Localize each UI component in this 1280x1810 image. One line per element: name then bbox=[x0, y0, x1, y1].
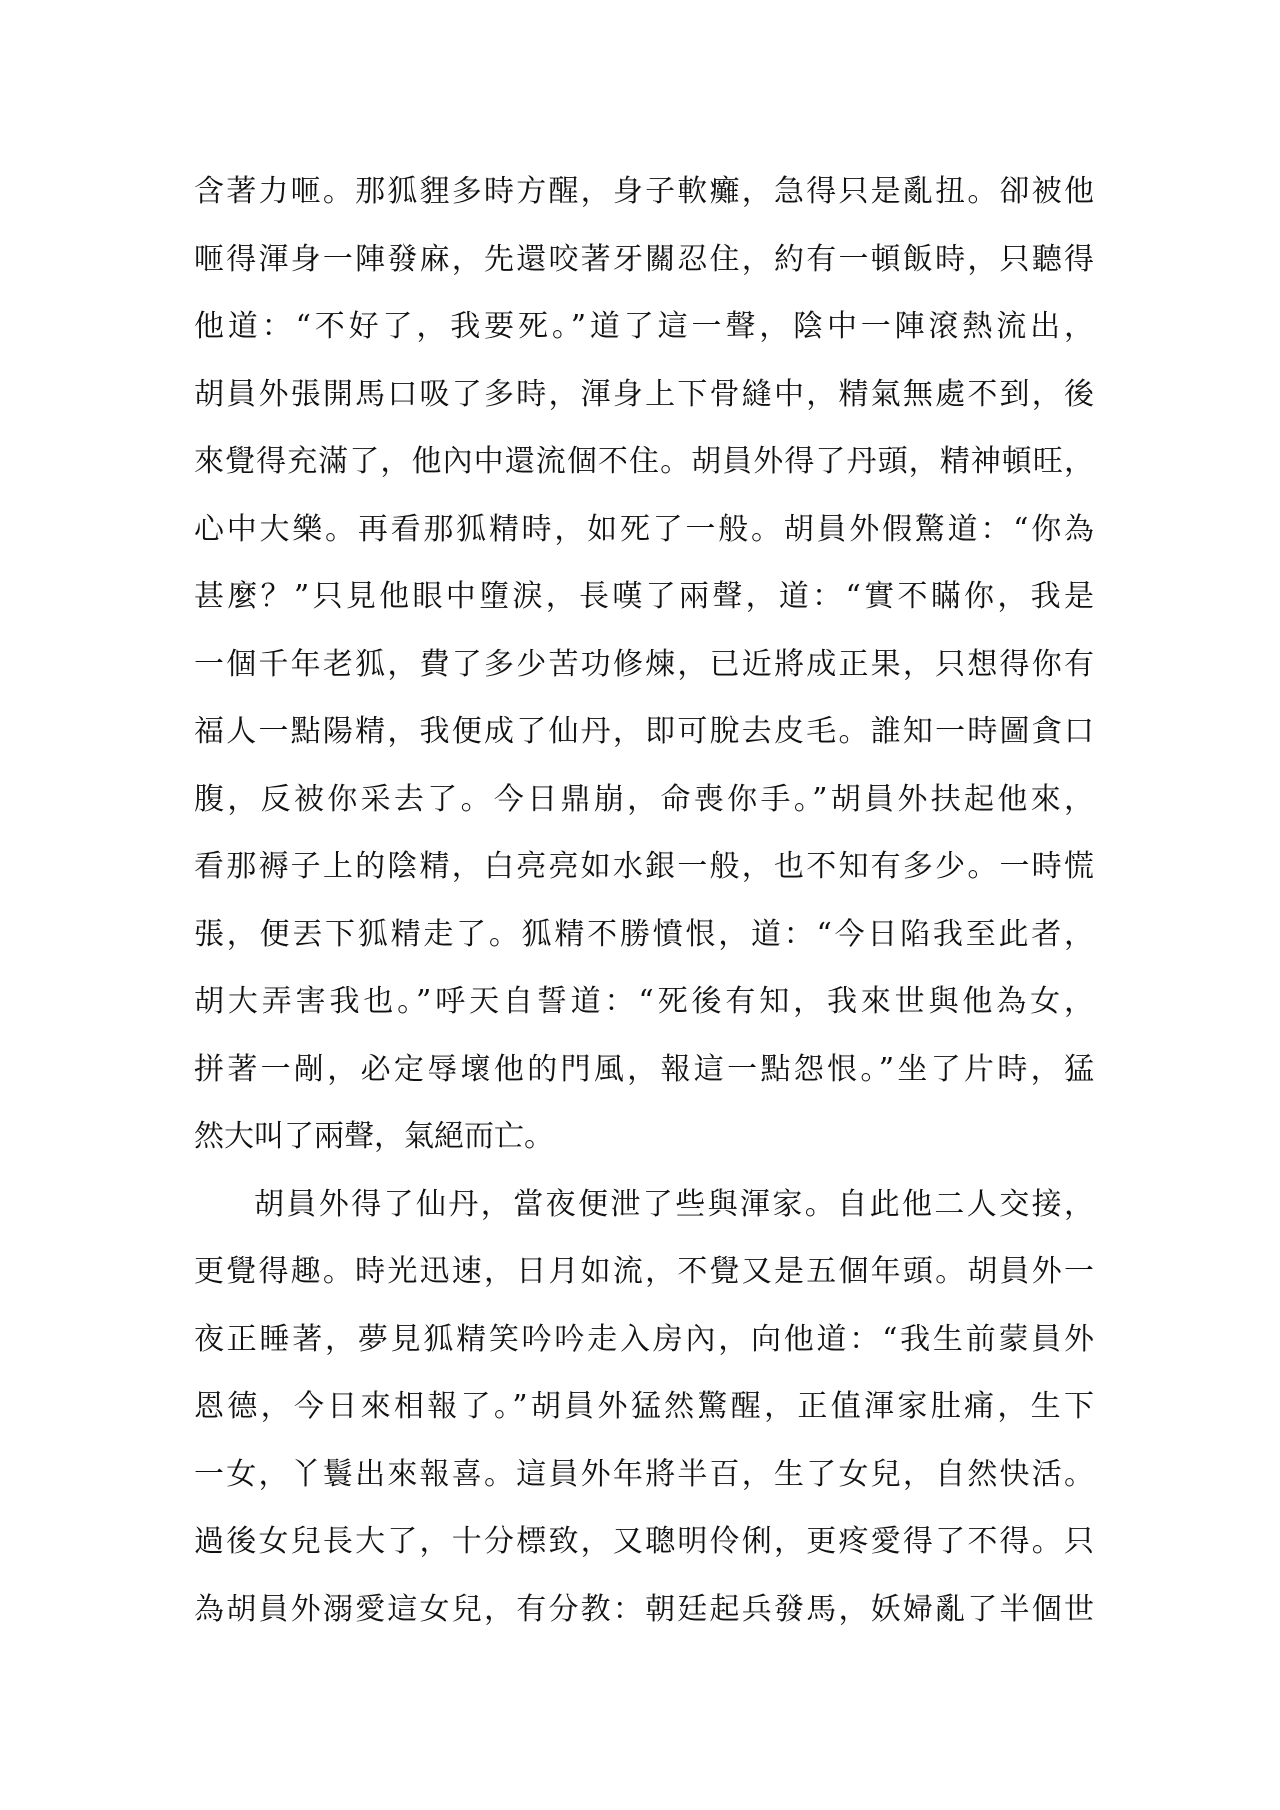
paragraph-end-line: 然大叫了兩聲，氣絕而亡。 bbox=[194, 1119, 554, 1154]
text-line: 胡員外張開馬口吸了多時，渾身上下骨縫中，精氣無處不到，後 bbox=[194, 376, 1094, 412]
text-line: 腹，反被你采去了。今日鼎崩，命喪你手。”胡員外扶起他來， bbox=[194, 781, 1094, 817]
text-line: 張，便丟下狐精走了。狐精不勝憤恨，道：“今日陷我至此者， bbox=[194, 916, 1094, 952]
text-line: 一個千年老狐，費了多少苦功修煉，已近將成正果，只想得你有 bbox=[194, 646, 1094, 682]
text-line: 胡大弄害我也。”呼天自誓道：“死後有知，我來世與他為女， bbox=[194, 984, 1094, 1019]
text-line: 含著力咂。那狐貍多時方醒，身子軟癱，急得只是亂扭。卻被他 bbox=[194, 174, 1094, 209]
text-line: 恩德，今日來相報了。”胡員外猛然驚醒，正值渾家肚痛，生下 bbox=[194, 1389, 1094, 1424]
text-line: 福人一點陽精，我便成了仙丹，即可脫去皮毛。誰知一時圖貪口 bbox=[194, 714, 1094, 749]
text-line: 夜正睡著，夢見狐精笑吟吟走入房內，向他道：“我生前蒙員外 bbox=[194, 1321, 1094, 1357]
paragraph-start-line: 胡員外得了仙丹，當夜便泄了些與渾家。自此他二人交接， bbox=[254, 1186, 1094, 1222]
text-line: 來覺得充滿了，他內中還流個不住。胡員外得了丹頭，精神頓旺， bbox=[194, 444, 1094, 479]
text-line: 更覺得趣。時光迅速，日月如流，不覺又是五個年頭。胡員外一 bbox=[194, 1254, 1094, 1289]
text-line: 拼著一剮，必定辱壞他的門風，報這一點怨恨。”坐了片時，猛 bbox=[194, 1051, 1094, 1087]
text-line: 甚麼？”只見他眼中墮淚，長嘆了兩聲，道：“實不瞞你，我是 bbox=[194, 579, 1094, 614]
text-line: 為胡員外溺愛這女兒，有分教：朝廷起兵發馬，妖婦亂了半個世 bbox=[194, 1591, 1094, 1627]
text-line: 看那褥子上的陰精，白亮亮如水銀一般，也不知有多少。一時慌 bbox=[194, 849, 1094, 884]
text-line: 一女，丫鬟出來報喜。這員外年將半百，生了女兒，自然快活。 bbox=[194, 1456, 1094, 1492]
text-line: 咂得渾身一陣發麻，先還咬著牙關忍住，約有一頓飯時，只聽得 bbox=[194, 241, 1094, 277]
text-line: 他道：“不好了，我要死。”道了這一聲，陰中一陣滾熱流出， bbox=[194, 309, 1094, 344]
text-line: 過後女兒長大了，十分標致，又聰明伶俐，更疼愛得了不得。只 bbox=[194, 1524, 1094, 1559]
text-line: 心中大樂。再看那狐精時，如死了一般。胡員外假驚道：“你為 bbox=[194, 511, 1094, 547]
body-text bbox=[194, 158, 1094, 1643]
